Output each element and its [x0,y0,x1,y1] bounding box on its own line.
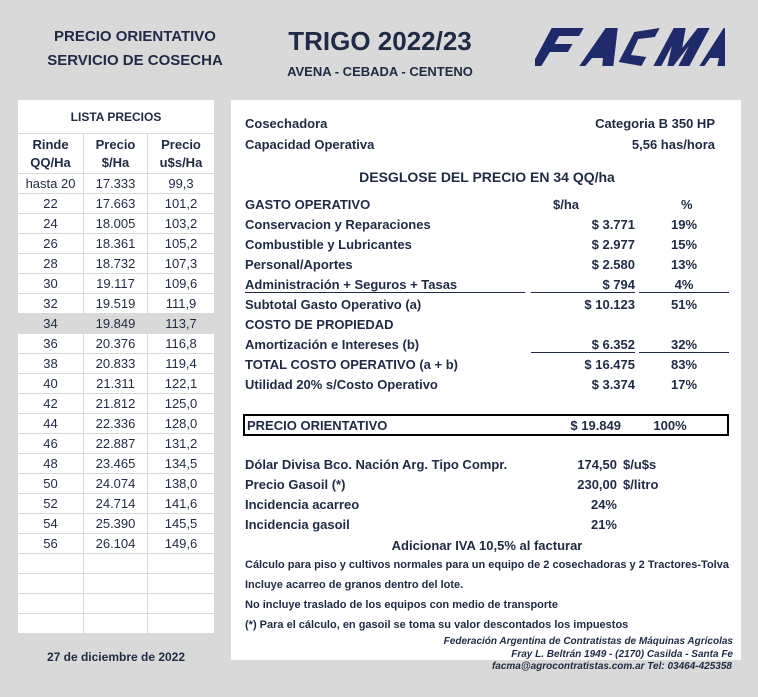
table-row [18,274,214,294]
table-cell: 19.519 [84,294,148,313]
cosechadora-row [245,116,729,136]
inc-gasoil-label: Incidencia gasoil [245,517,350,532]
iva-row [245,537,729,557]
cost-item-pct: 15% [670,237,698,252]
table-cell: 128,0 [164,416,198,431]
col-ha-header: $/ha [553,197,580,212]
cost-item-pct: 13% [670,257,698,272]
table-cell: 40 [18,374,84,393]
cosechadora-label: Cosechadora [245,116,328,131]
table-row [18,394,214,414]
amort-label: Amortización e Intereses (b) [245,337,420,352]
table-cell: 36 [18,334,84,353]
footer-contact: facma@agrocontratistas.com.ar Tel: 03464-425358 [491,661,732,672]
cost-item-label: Combustible y Lubricantes [245,237,412,252]
dolar-unit: $/u$s [623,457,657,472]
cost-item-value: $ 10.123 [584,297,635,312]
table-cell: 20.376 [84,334,148,353]
costo-header: COSTO DE PROPIEDAD [245,317,394,332]
table-cell: 149,6 [164,536,198,551]
table-row [18,294,214,314]
table-cell: 22.887 [84,434,148,453]
cost-item-row [245,257,729,277]
header-line-1: PRECIO ORIENTATIVO [54,28,216,45]
cost-item-pct: 19% [670,217,698,232]
table-cell [148,594,214,613]
table-cell: 56 [18,534,84,553]
table-cell: 50 [18,474,84,493]
inc-gasoil-value: 21% [590,517,617,532]
acarreo-value: 24% [590,497,617,512]
price-list-table [18,100,214,634]
table-cell: 17.333 [84,174,148,193]
page-title: TRIGO 2022/23 [288,26,472,56]
acarreo-row [245,497,729,517]
table-cell: hasta 20 [18,174,84,193]
precio-pct: 100% [653,418,687,433]
table-cell: 24.074 [84,474,148,493]
table-cell [18,594,84,613]
table-cell: 23.465 [84,454,148,473]
header-precio-pesos-a: Precio [95,137,136,152]
table-cell [84,614,148,633]
total-row [245,357,729,377]
table-row [18,174,214,194]
table-row [18,514,214,534]
utilidad-label: Utilidad 20% s/Costo Operativo [245,377,438,392]
table-cell: 131,2 [164,436,198,451]
table-cell: 54 [18,514,84,533]
table-cell [18,574,84,593]
dolar-label: Dólar Divisa Bco. Nación Arg. Tipo Compr. [245,457,508,472]
table-cell [84,574,148,593]
total-value: $ 16.475 [584,357,635,372]
cost-item-value: $ 3.771 [591,217,635,232]
table-cell: 30 [18,274,84,293]
table-cell: 24.714 [84,494,148,513]
utilidad-pct: 17% [670,377,698,392]
table-cell: 52 [18,494,84,513]
table-cell: 125,0 [164,396,198,411]
table-cell: 103,2 [164,216,198,231]
table-cell: 34 [18,314,84,333]
table-row [18,234,214,254]
table-cell: 21.311 [84,374,148,393]
capacidad-row [245,137,729,157]
table-cell: 101,2 [164,196,198,211]
table-cell [148,574,214,593]
table-cell: 134,5 [164,456,198,471]
header-left [0,0,270,90]
table-cell: 19.117 [84,274,148,293]
table-row [18,254,214,274]
footer-org: Federación Argentina de Contratistas de Máquinas Agrícolas [443,636,733,647]
table-row [18,534,214,554]
table-cell: 116,8 [165,336,197,351]
table-cell: 21.812 [84,394,148,413]
header-precio-usd-b: u$s/Ha [159,155,203,170]
cost-item-value: $ 794 [531,277,635,293]
gasoil-row [245,477,729,497]
cost-item-value: $ 2.977 [591,237,635,252]
note-2: Incluye acarreo de granos dentro del lote. [245,579,464,591]
table-cell: 28 [18,254,84,273]
price-list-title: LISTA PRECIOS [18,100,214,134]
precio-orientativo-box [243,414,729,436]
total-label: TOTAL COSTO OPERATIVO (a + b) [245,357,458,372]
table-row [18,434,214,454]
amort-pct: 32% [639,337,729,353]
header-rinde [18,134,84,173]
note-1: Cálculo para piso y cultivos normales para un equipo de 2 cosechadoras y 2 Tractores-Tolva [245,559,729,571]
total-pct: 83% [670,357,698,372]
gasto-header: GASTO OPERATIVO [245,197,371,212]
precio-label: PRECIO ORIENTATIVO [247,418,388,433]
iva-note: Adicionar IVA 10,5% al facturar [391,538,583,553]
table-cell: 119,4 [165,356,197,371]
header-precio-usd-a: Precio [161,137,201,152]
table-cell [148,614,214,633]
cost-item-label: Conservacion y Reparaciones [245,217,431,232]
note-3: No incluye traslado de los equipos con medio de transporte [245,599,558,611]
header-rinde-a: Rinde [32,137,69,152]
table-cell [84,554,148,573]
table-cell [84,594,148,613]
cost-item-label: Administración + Seguros + Tasas [245,277,525,293]
header-precio-pesos-b: $/Ha [101,155,130,170]
table-cell: 113,7 [165,316,197,331]
table-row-empty [18,614,214,634]
table-cell: 26 [18,234,84,253]
header-rinde-b: QQ/Ha [30,155,71,170]
cost-item-label: Personal/Aportes [245,257,353,272]
table-row-empty [18,594,214,614]
table-cell: 19.849 [84,314,148,333]
table-cell: 32 [18,294,84,313]
table-cell: 99,3 [168,176,194,191]
cost-item-label: Subtotal Gasto Operativo (a) [245,297,422,312]
table-cell: 42 [18,394,84,413]
cosechadora-value: Categoria B 350 HP [595,116,715,131]
header-precio-usd [148,134,214,173]
facma-logo [535,24,725,70]
table-cell: 22.336 [84,414,148,433]
table-row [18,314,214,334]
costo-header-row [245,317,729,337]
header-precio-pesos [84,134,148,173]
table-row [18,454,214,474]
table-cell: 18.732 [84,254,148,273]
table-row-empty [18,574,214,594]
table-cell [18,554,84,573]
price-breakdown-panel [231,100,741,660]
table-cell: 25.390 [84,514,148,533]
table-row-empty [18,554,214,574]
dolar-row [245,457,729,477]
price-list-header [18,134,214,174]
gasoil-unit: $/litro [623,477,659,492]
note-4: (*) Para el cálculo, en gasoil se toma su valor descontados los impuestos [245,619,629,631]
amort-value: $ 6.352 [531,337,635,353]
page-subtitle: AVENA - CEBADA - CENTENO [287,64,473,79]
table-cell [148,554,214,573]
cost-item-pct: 51% [670,297,698,312]
table-row [18,354,214,374]
cost-item-pct: 4% [639,277,729,293]
col-pct-header: % [681,197,693,212]
table-cell: 111,9 [165,296,197,311]
precio-value: $ 19.849 [570,418,621,433]
table-cell: 107,3 [164,256,198,271]
table-cell: 141,6 [164,496,198,511]
table-cell: 138,0 [164,476,198,491]
dolar-value: 174,50 [577,457,617,472]
table-cell [18,614,84,633]
table-cell: 20.833 [84,354,148,373]
table-cell: 122,1 [164,376,198,391]
table-cell: 18.361 [84,234,148,253]
table-cell: 24 [18,214,84,233]
capacidad-label: Capacidad Operativa [245,137,375,152]
table-row [18,414,214,434]
desglose-title: DESGLOSE DEL PRECIO EN 34 QQ/ha [245,164,729,190]
acarreo-label: Incidencia acarreo [245,497,360,512]
table-cell: 18.005 [84,214,148,233]
utilidad-row [245,377,729,397]
table-row [18,474,214,494]
table-cell: 48 [18,454,84,473]
cost-item-row [245,277,729,297]
table-row [18,494,214,514]
table-row [18,214,214,234]
header-line-2: SERVICIO DE COSECHA [47,52,223,69]
table-cell: 105,2 [164,236,198,251]
table-row [18,194,214,214]
table-cell: 26.104 [84,534,148,553]
cost-item-row [245,217,729,237]
amort-row [245,337,729,357]
capacidad-value: 5,56 has/hora [631,137,715,152]
table-cell: 38 [18,354,84,373]
cost-item-row [245,297,729,317]
table-cell: 46 [18,434,84,453]
table-row [18,334,214,354]
table-cell: 17.663 [84,194,148,213]
price-list-body [18,174,214,634]
gasto-header-row [245,197,729,217]
inc-gasoil-row [245,517,729,537]
footer-address: Fray L. Beltrán 1949 - (2170) Casilda - Santa Fe [511,649,733,660]
table-cell: 44 [18,414,84,433]
cost-item-value: $ 2.580 [591,257,635,272]
utilidad-value: $ 3.374 [591,377,635,392]
table-cell: 109,6 [164,276,198,291]
table-cell: 145,5 [164,516,198,531]
table-row [18,374,214,394]
date-label: 27 de diciembre de 2022 [46,650,186,664]
cost-item-row [245,237,729,257]
gasoil-value: 230,00 [577,477,617,492]
table-cell: 22 [18,194,84,213]
gasoil-label: Precio Gasoil (*) [245,477,346,492]
